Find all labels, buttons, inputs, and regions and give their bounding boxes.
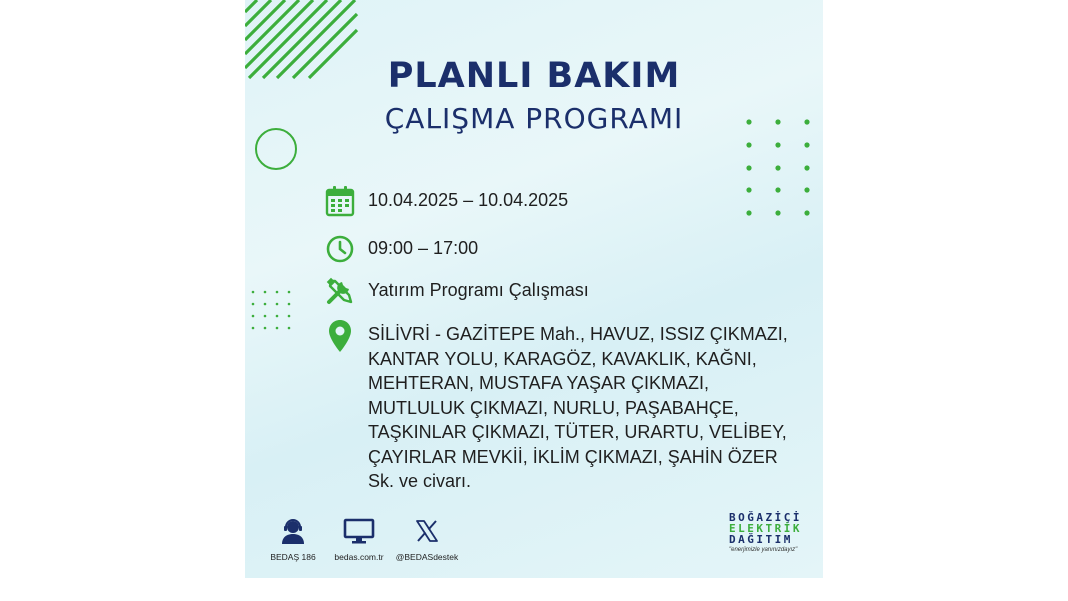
announcement-card xyxy=(245,0,823,578)
address-row xyxy=(325,318,808,494)
phone-label: BEDAŞ 186 xyxy=(270,552,316,562)
logo-slogan: "enerjimizle yanınızdayız" xyxy=(729,547,798,553)
date-row xyxy=(325,185,568,217)
date-range-text: 10.04.2025 – 10.04.2025 xyxy=(368,190,569,210)
web-label[interactable]: bedas.com.tr xyxy=(334,552,384,562)
call-center-icon xyxy=(279,518,307,544)
decorative-dots-left xyxy=(251,290,295,332)
logo-line2: ELEKTRİK xyxy=(729,522,802,535)
title-line2: ÇALIŞMA PROGRAMI xyxy=(384,102,684,135)
logo-line3: DAĞITIM xyxy=(729,533,793,546)
calendar-icon xyxy=(325,185,355,217)
time-row xyxy=(325,233,478,265)
location-pin-icon xyxy=(325,318,355,354)
tools-icon xyxy=(325,275,355,307)
footer-social[interactable] xyxy=(387,518,467,562)
work-type-row xyxy=(325,275,589,307)
monitor-icon xyxy=(343,518,375,544)
clock-icon xyxy=(325,233,355,265)
time-range-text: 09:00 – 17:00 xyxy=(368,238,479,258)
address-text: SİLİVRİ - GAZİTEPE Mah., HAVUZ, ISSIZ ÇIKMAZI, KANTAR YOLU, KARAGÖZ, KAVAKLIK, KAĞNI, MEHTERAN, MUSTAFA YAŞAR ÇIKMAZI, MUTLULUK ÇIKMAZI, NURLU, PAŞABAHÇE, TAŞKINLAR ÇIKMAZI, TÜTER, URARTU, VELİBEY, ÇAYIRLAR MEVKİİ, İKLİM ÇIKMAZI, ŞAHİN ÖZER Sk. ve civarı. xyxy=(368,324,788,491)
x-logo-icon xyxy=(414,518,440,544)
company-logo xyxy=(729,512,809,553)
logo-line1: BOĞAZİÇİ xyxy=(729,511,802,524)
social-label[interactable]: @BEDASdestek xyxy=(395,552,459,562)
title-line1: PLANLI BAKIM xyxy=(387,56,681,96)
work-type-text: Yatırım Programı Çalışması xyxy=(368,280,589,300)
